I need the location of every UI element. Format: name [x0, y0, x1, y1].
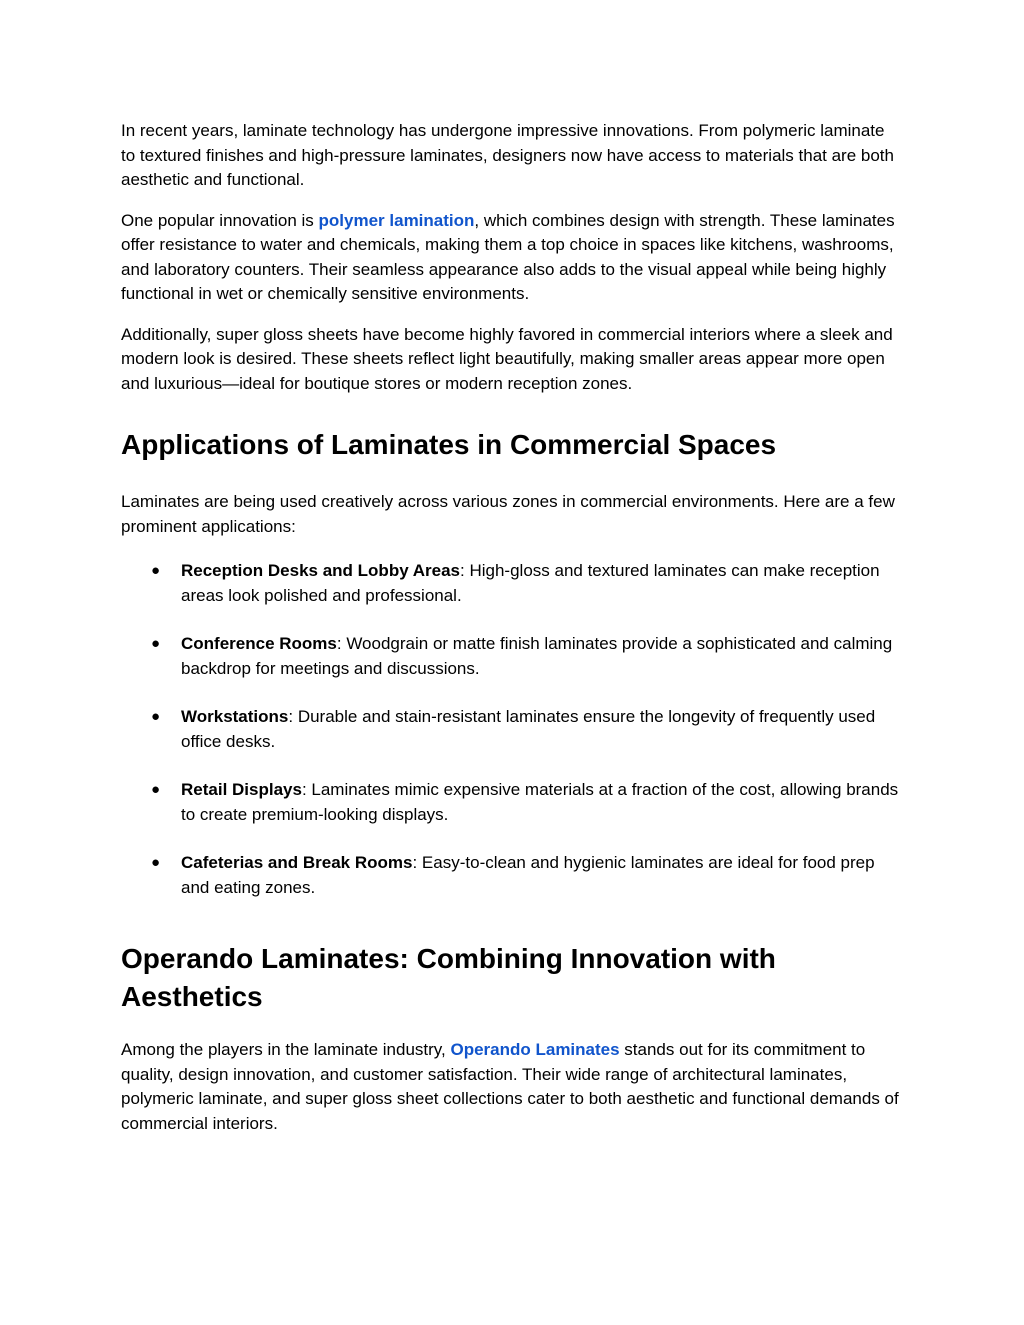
applications-list	[121, 559, 901, 900]
list-item-text: : Easy-to-clean and hygienic laminates are ideal for food prep and eating zones.	[181, 853, 875, 897]
list-item-title: Conference Rooms	[181, 634, 337, 653]
list-item-text: : High-gloss and textured laminates can make reception areas look polished and professional.	[181, 561, 880, 605]
applications-intro: Laminates are being used creatively across various zones in commercial environments. Here are a few prominent applications:	[121, 492, 895, 536]
operando-paragraph-rest: stands out for its commitment to quality, design innovation, and customer satisfaction. Their wide range of architectural laminates, polymeric laminate, and super gloss sheet collections cater to both aesthetic and functional demands of commercial interiors.	[121, 1040, 899, 1133]
intro-paragraph-2-rest: , which combines design with strength. These laminates offer resistance to water and chemicals, making them a top choice in spaces like kitchens, washrooms, and laboratory counters. Their seamless appearance also adds to the visual appeal while being highly functional in wet or chemically sensitive environments.	[121, 210, 895, 303]
list-item-retail	[121, 778, 901, 827]
applications-heading	[121, 426, 901, 464]
bullet-icon: ●	[151, 781, 161, 798]
operando-heading	[121, 940, 901, 1016]
list-item-text: : Woodgrain or matte finish laminates provide a sophisticated and calming backdrop for meetings and discussions.	[181, 634, 893, 678]
bullet-icon: ●	[151, 708, 161, 725]
intro-paragraph-1: In recent years, laminate technology has undergone impressive innovations. From polymeric laminate to textured finishes and high-pressure laminates, designers now have access to materials that are both aesthetic and functional.	[121, 121, 894, 189]
list-item-title: Retail Displays	[181, 780, 302, 799]
document-page	[121, 119, 901, 1152]
list-item-cafeterias	[121, 851, 901, 900]
intro-paragraph-2	[121, 209, 901, 307]
operando-paragraph	[121, 1038, 901, 1136]
list-item-title: Workstations	[181, 707, 289, 726]
operando-laminates-link[interactable]: Operando Laminates	[450, 1040, 620, 1059]
intro-paragraph-2-lead: One popular innovation is	[121, 210, 319, 230]
list-item-title: Reception Desks and Lobby Areas	[181, 561, 461, 580]
list-item-text: : Laminates mimic expensive materials at a fraction of the cost, allowing brands to create premium-looking displays.	[181, 780, 899, 824]
list-item-workstations	[121, 705, 901, 754]
list-item-conference	[121, 632, 901, 681]
operando-paragraph-lead: Among the players in the laminate industry,	[121, 1040, 451, 1059]
operando-heading-text: Operando Laminates: Combining Innovation with Aesthetics	[121, 943, 776, 1012]
intro-paragraph-3: Additionally, super gloss sheets have become highly favored in commercial interiors where a sleek and modern look is desired. These sheets reflect light beautifully, making smaller areas appear more open and luxurious—ideal for boutique stores or modern reception zones.	[121, 324, 893, 393]
bullet-icon: ●	[151, 562, 161, 579]
list-item-title: Cafeterias and Break Rooms	[181, 853, 413, 872]
bullet-icon: ●	[151, 635, 161, 652]
applications-heading-text: Applications of Laminates in Commercial Spaces	[121, 429, 777, 460]
list-item-reception	[121, 559, 901, 608]
list-item-text: : Durable and stain-resistant laminates ensure the longevity of frequently used office desks.	[181, 707, 876, 751]
polymer-lamination-link[interactable]: polymer lamination	[318, 210, 475, 230]
bullet-icon: ●	[151, 854, 161, 871]
